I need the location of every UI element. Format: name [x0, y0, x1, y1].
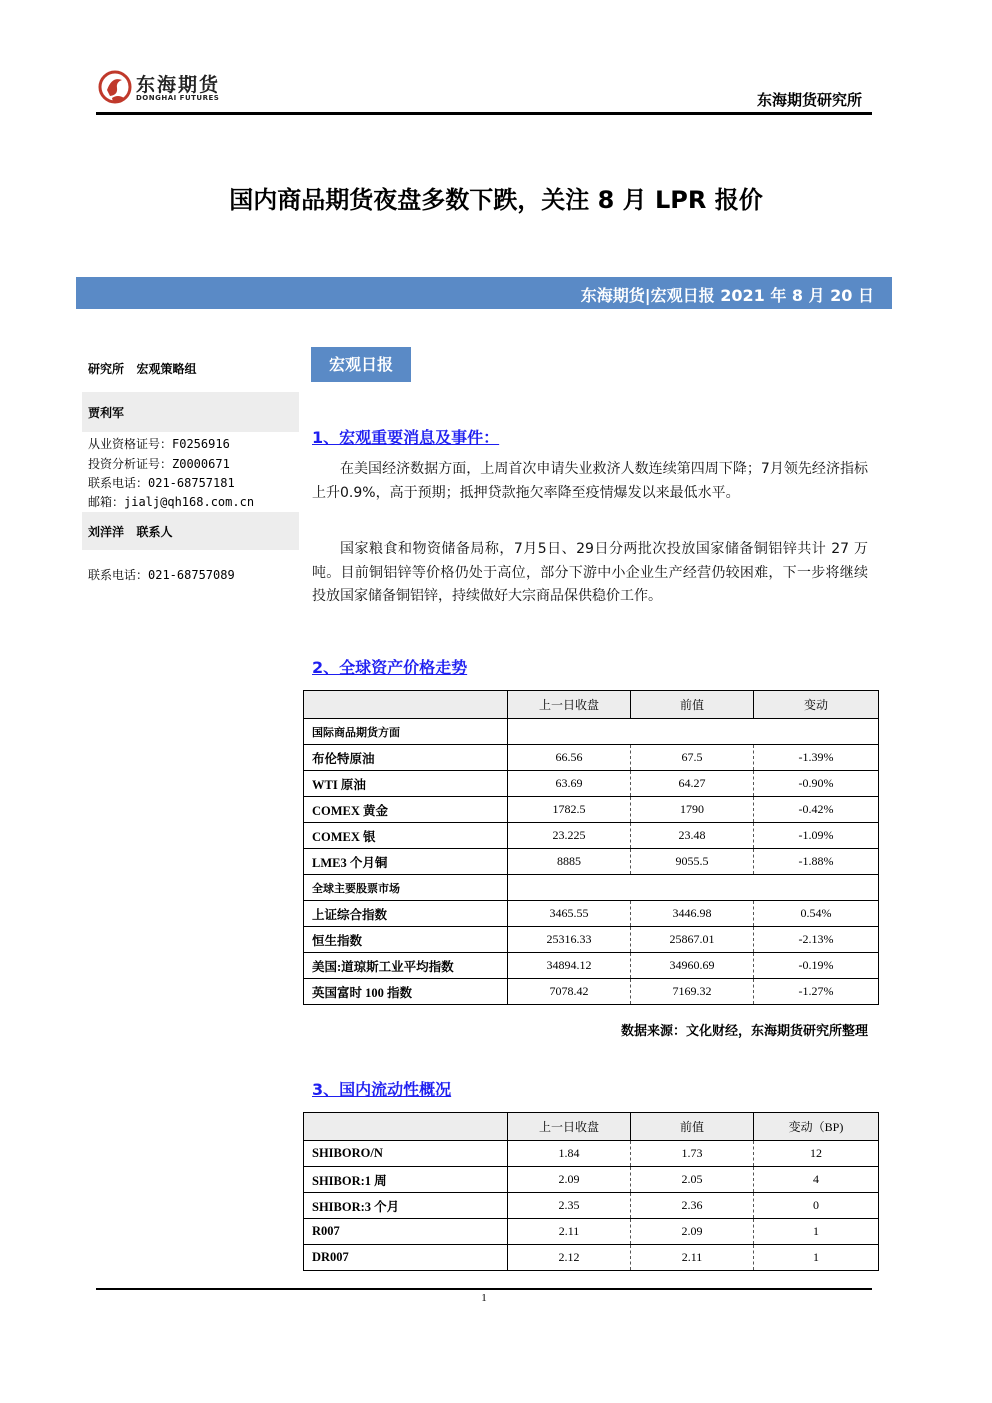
data-source-note: 数据来源：文化财经，东海期货研究所整理: [620, 1024, 868, 1039]
close-value: 63.69: [508, 771, 631, 797]
close-value: 8885: [508, 849, 631, 875]
header-institute: 东海期货研究所: [756, 91, 862, 109]
prev-value: 1790: [631, 797, 754, 823]
close-value: 7078.42: [508, 979, 631, 1005]
change-value: 0: [754, 1193, 879, 1219]
asset-name: 布伦特原油: [304, 745, 508, 771]
close-value: 1782.5: [508, 797, 631, 823]
asset-name: LME3 个月铜: [304, 849, 508, 875]
change-value: 4: [754, 1167, 879, 1193]
page-number: 1: [481, 1292, 487, 1304]
banner-text: 东海期货|宏观日报 2021 年 8 月 20 日: [580, 286, 874, 305]
table-row: [304, 797, 879, 823]
table-header-cell: 前值: [631, 1113, 754, 1141]
sidebar-department: 研究所 宏观策略组: [88, 362, 197, 376]
table-row: [304, 745, 879, 771]
table-header-cell: 上一日收盘: [508, 1113, 631, 1141]
table-row: [304, 771, 879, 797]
change-value: -0.42%: [754, 797, 879, 823]
news-paragraph: 在美国经济数据方面，上周首次申请失业救济人数连续第四周下降；7月领先经济指标上升0.9%，高于预期；抵押贷款拖欠率降至疫情爆发以来最低水平。: [312, 461, 868, 501]
table-header-cell: [304, 691, 508, 719]
table-header-cell: [304, 1113, 508, 1141]
table-row: [304, 927, 879, 953]
table-row: [304, 1167, 879, 1193]
change-value: -0.90%: [754, 771, 879, 797]
change-value: -1.09%: [754, 823, 879, 849]
table-row: [304, 901, 879, 927]
prev-value: 2.36: [631, 1193, 754, 1219]
group-label: 全球主要股票市场: [304, 875, 508, 901]
prev-value: 2.09: [631, 1219, 754, 1245]
footer-divider: [96, 1288, 872, 1290]
prev-value: 3446.98: [631, 901, 754, 927]
prev-value: 7169.32: [631, 979, 754, 1005]
rate-name: SHIBOR:3 个月: [304, 1193, 508, 1219]
analyst-license: 从业资格证号：F0256916: [88, 437, 230, 451]
table-group-row: [304, 719, 879, 745]
logo-text-en: DONGHAI FUTURES: [136, 94, 220, 102]
close-value: 25316.33: [508, 927, 631, 953]
prev-value: 2.05: [631, 1167, 754, 1193]
news-paragraph: 国家粮食和物资储备局称，7月5日、29日分两批次投放国家储备铜铝锌共计 27 万吨。目前铜铝锌等价格仍处于高位，部分下游中小企业生产经营仍较困难，下一步将继续投放国家储备铜铝锌，持续做好大宗商品保供稳价工作。: [312, 541, 868, 604]
table-header-row: [304, 691, 879, 719]
table-row: [304, 1141, 879, 1167]
logo-text-cn: 东海期货: [136, 74, 221, 96]
group-label: 国际商品期货方面: [304, 719, 508, 745]
change-value: -1.39%: [754, 745, 879, 771]
contact-phone: 联系电话：021-68757089: [88, 568, 235, 582]
analyst-name-box: [82, 392, 299, 432]
prev-value: 67.5: [631, 745, 754, 771]
prev-value: 9055.5: [631, 849, 754, 875]
table-header-row: [304, 1113, 879, 1141]
section-heading-liquidity: 3、国内流动性概况: [312, 1080, 452, 1099]
header-divider: [96, 112, 872, 115]
analyst-phone: 联系电话：021-68757181: [88, 476, 235, 490]
change-value: -2.13%: [754, 927, 879, 953]
asset-name: 英国富时 100 指数: [304, 979, 508, 1005]
prev-value: 34960.69: [631, 953, 754, 979]
report-type-tag: 宏观日报: [311, 347, 411, 382]
dragon-logo-icon: [98, 68, 132, 106]
rate-name: SHIBOR:1 周: [304, 1167, 508, 1193]
table-row: [304, 979, 879, 1005]
close-value: 66.56: [508, 745, 631, 771]
change-value: 0.54%: [754, 901, 879, 927]
document-title: 国内商品期货夜盘多数下跌，关注 8 月 LPR 报价: [229, 186, 763, 214]
table-header-cell: 前值: [631, 691, 754, 719]
close-value: 3465.55: [508, 901, 631, 927]
analyst-invest-license: 投资分析证号：Z0000671: [88, 457, 230, 471]
section-heading-news: 1、宏观重要消息及事件：: [312, 428, 500, 447]
table-row: [304, 1245, 879, 1271]
contact-name: 刘洋洋 联系人: [88, 525, 173, 539]
prev-value: 1.73: [631, 1141, 754, 1167]
close-value: 1.84: [508, 1141, 631, 1167]
asset-name: COMEX 银: [304, 823, 508, 849]
asset-name: 上证综合指数: [304, 901, 508, 927]
contact-name-box: [82, 512, 299, 550]
close-value: 2.35: [508, 1193, 631, 1219]
asset-name: 美国:道琼斯工业平均指数: [304, 953, 508, 979]
asset-name: COMEX 黄金: [304, 797, 508, 823]
company-logo: [98, 68, 228, 108]
close-value: 2.09: [508, 1167, 631, 1193]
table-group-row: [304, 875, 879, 901]
rate-name: SHIBORO/N: [304, 1141, 508, 1167]
report-banner: [76, 277, 892, 309]
section-heading-assets: 2、全球资产价格走势: [312, 658, 468, 677]
analyst-name: 贾利军: [88, 406, 125, 420]
change-value: 12: [754, 1141, 879, 1167]
global-asset-table: [303, 690, 879, 1005]
change-value: -1.27%: [754, 979, 879, 1005]
change-value: 1: [754, 1245, 879, 1271]
rate-name: DR007: [304, 1245, 508, 1271]
table-header-cell: 上一日收盘: [508, 691, 631, 719]
close-value: 2.12: [508, 1245, 631, 1271]
prev-value: 64.27: [631, 771, 754, 797]
prev-value: 23.48: [631, 823, 754, 849]
table-row: [304, 1193, 879, 1219]
close-value: 2.11: [508, 1219, 631, 1245]
close-value: 23.225: [508, 823, 631, 849]
table-row: [304, 823, 879, 849]
table-header-cell: 变动（BP): [754, 1113, 879, 1141]
asset-name: WTI 原油: [304, 771, 508, 797]
change-value: -0.19%: [754, 953, 879, 979]
table-header-cell: 变动: [754, 691, 879, 719]
prev-value: 2.11: [631, 1245, 754, 1271]
table-row: [304, 1219, 879, 1245]
change-value: -1.88%: [754, 849, 879, 875]
prev-value: 25867.01: [631, 927, 754, 953]
liquidity-table: [303, 1112, 879, 1271]
change-value: 1: [754, 1219, 879, 1245]
close-value: 34894.12: [508, 953, 631, 979]
table-row: [304, 953, 879, 979]
table-row: [304, 849, 879, 875]
asset-name: 恒生指数: [304, 927, 508, 953]
analyst-email[interactable]: 邮箱：jialj@qh168.com.cn: [88, 495, 255, 509]
rate-name: R007: [304, 1219, 508, 1245]
